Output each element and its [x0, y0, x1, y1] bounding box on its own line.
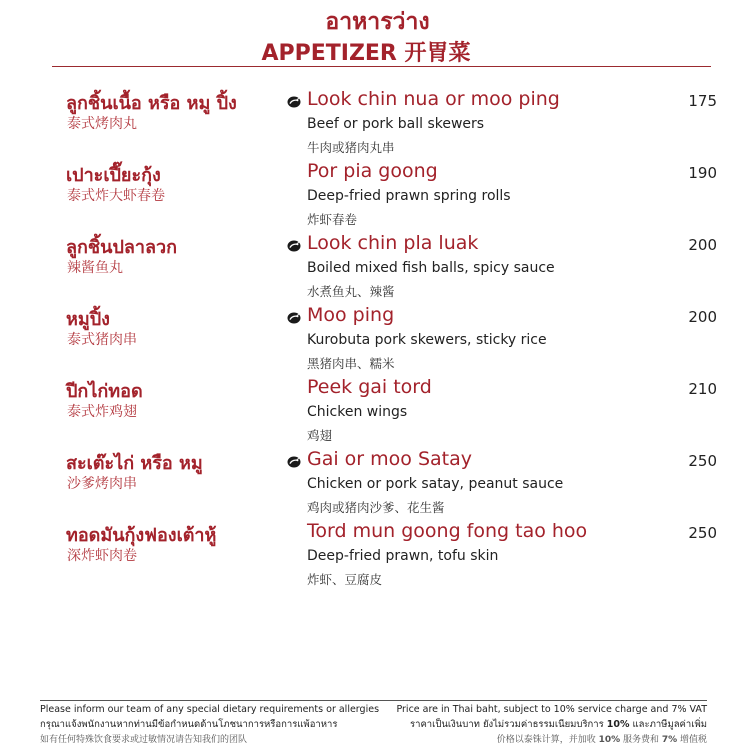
menu-item-price: 210	[688, 380, 717, 398]
menu-item-chinese-name: 泰式炸大虾春卷	[67, 188, 165, 204]
menu-item-description: Deep-fried prawn spring rolls	[307, 188, 511, 204]
chili-icon	[287, 237, 301, 249]
footer-price-note-thai-text-2: และภาษีมูลค่าเพิ่ม	[629, 719, 707, 730]
menu-item-description-chinese: 鸡肉或猪肉沙爹、花生酱	[307, 500, 445, 515]
footer-price-note-chinese	[497, 732, 707, 745]
header-divider	[52, 66, 711, 67]
menu-item	[0, 86, 755, 158]
footer-price-note-thai	[410, 717, 707, 732]
menu-item-price: 175	[688, 92, 717, 110]
menu-item	[0, 158, 755, 230]
menu-item-thai-name: ลูกชิ้นเนื้อ หรือ หมู ปิ้ง	[66, 93, 237, 114]
menu-item-chinese-name: 辣酱鱼丸	[67, 260, 123, 276]
menu-item-description-chinese: 鸡翅	[307, 428, 333, 443]
menu-item-description-chinese: 炸虾、豆腐皮	[307, 572, 383, 587]
menu-item-description-chinese: 水煮鱼丸、辣酱	[307, 284, 395, 299]
menu-item-price: 200	[688, 308, 717, 326]
menu-item-description-chinese: 炸虾春卷	[307, 212, 358, 227]
menu-item-chinese-name: 泰式烤肉丸	[67, 116, 137, 132]
menu-item-name: Moo ping	[307, 304, 395, 326]
chili-icon	[287, 93, 301, 105]
menu-item-name: Tord mun goong fong tao hoo	[307, 520, 588, 542]
footer-service-charge: 10%	[606, 719, 630, 730]
menu-item-thai-name: ลูกชิ้นปลาลวก	[66, 237, 178, 258]
footer-allergy-note-chinese: 如有任何特殊饮食要求或过敏情况请告知我们的团队	[40, 735, 248, 745]
menu-item-name: Gai or moo Satay	[307, 448, 472, 470]
chili-icon	[287, 453, 301, 465]
footer-service-charge-zh: 10%	[598, 735, 621, 745]
menu-item-chinese-name: 沙爹烤肉串	[67, 476, 137, 492]
menu-item-thai-name: หมูปิ้ง	[66, 309, 110, 330]
menu-item-description: Chicken wings	[307, 404, 408, 420]
menu-item-description-chinese: 黑猪肉串、糯米	[307, 356, 395, 371]
menu-item-chinese-name: 泰式炸鸡翅	[67, 404, 137, 420]
menu-item-name: Por pia goong	[307, 160, 438, 182]
footer-allergy-note-thai: กรุณาแจ้งพนักงานหากท่านมีข้อกำหนดด้านโภชนาการหรือการแพ้อาหาร	[40, 719, 338, 730]
menu-item	[0, 230, 755, 302]
menu-item-thai-name: สะเต๊ะไก่ หรือ หมู	[66, 453, 203, 474]
menu-item-description: Beef or pork ball skewers	[307, 116, 485, 132]
menu-item-thai-name: ปีกไก่ทอด	[66, 381, 143, 402]
menu-item-thai-name: ทอดมันกุ้งฟองเต้าหู้	[66, 525, 217, 546]
footer-allergy-note: Please inform our team of any special dietary requirements or allergies	[40, 704, 380, 715]
menu-item-name: Peek gai tord	[307, 376, 432, 398]
menu-item	[0, 518, 755, 590]
menu-item-description-chinese: 牛肉或猪肉丸串	[307, 140, 395, 155]
menu-item-price: 250	[688, 524, 717, 542]
footer-vat-zh: 7%	[661, 735, 678, 745]
menu-item-description: Chicken or pork satay, peanut sauce	[307, 476, 564, 492]
footer-divider	[40, 700, 707, 701]
menu-item-chinese-name: 泰式猪肉串	[67, 332, 137, 348]
menu-item	[0, 374, 755, 446]
page-title: APPETIZER 开胃菜	[261, 41, 471, 66]
footer-price-note-thai-text: ราคาเป็นเงินบาท ยังไม่รวมค่าธรรมเนียมบริการ	[410, 719, 607, 730]
footer-price-note-zh-text-3: 增值税	[677, 735, 707, 745]
menu-item-description: Deep-fried prawn, tofu skin	[307, 548, 499, 564]
chili-icon	[287, 309, 301, 321]
menu-item-price: 190	[688, 164, 717, 182]
footer-price-note: Price are in Thai baht, subject to 10% service charge and 7% VAT	[396, 704, 707, 715]
menu-item-name: Look chin pla luak	[307, 232, 479, 254]
page-title-thai: อาหารว่าง	[325, 9, 430, 35]
footer-price-note-zh-text: 价格以泰铢计算，并加收	[496, 735, 599, 745]
menu-item	[0, 446, 755, 518]
menu-item-chinese-name: 深炸虾肉卷	[67, 548, 137, 564]
menu-item-name: Look chin nua or moo ping	[307, 88, 560, 110]
footer-price-note-zh-text-2: 服务费和	[620, 735, 662, 745]
menu-item	[0, 302, 755, 374]
menu-item-price: 250	[688, 452, 717, 470]
menu-item-price: 200	[688, 236, 717, 254]
menu-item-description: Kurobuta pork skewers, sticky rice	[307, 332, 547, 348]
menu-item-description: Boiled mixed fish balls, spicy sauce	[307, 260, 555, 276]
menu-item-thai-name: เปาะเปี๊ยะกุ้ง	[66, 165, 161, 186]
